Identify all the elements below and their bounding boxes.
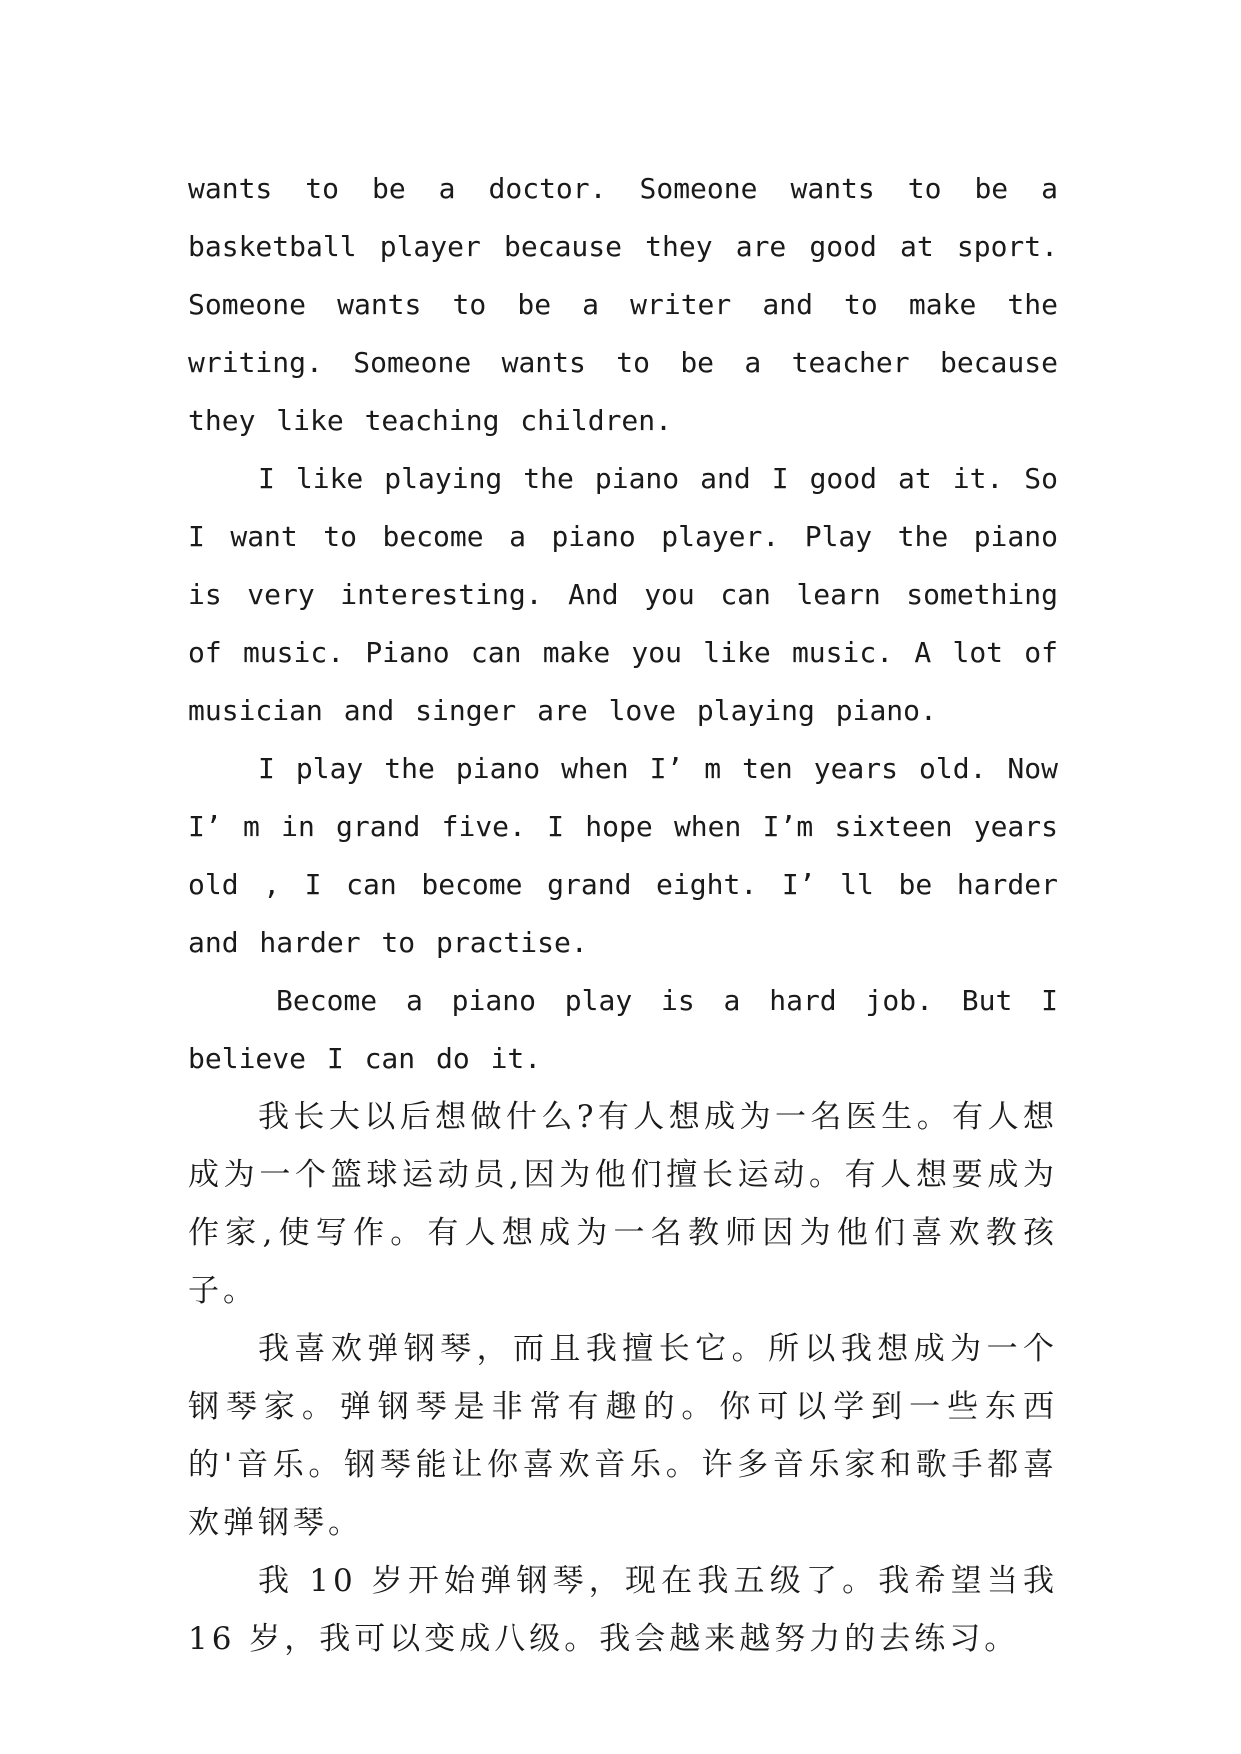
paragraph-career-wishes-zh: 我长大以后想做什么?有人想成为一名医生。有人想成为一个篮球运动员,因为他们擅长运动。有人想要成为作家,使写作。有人想成为一名教师因为他们喜欢教孩子。 <box>188 1099 1058 1309</box>
document-body <box>188 160 1058 1668</box>
paragraph-piano-history-zh: 我 10 岁开始弹钢琴，现在我五级了。我希望当我 16 岁，我可以变成八级。我会越来越努力的去练习。 <box>188 1563 1058 1657</box>
paragraph-piano-interest-zh: 我喜欢弹钢琴，而且我擅长它。所以我想成为一个钢琴家。弹钢琴是非常有趣的。你可以学到一些东西的'音乐。钢琴能让你喜欢音乐。许多音乐家和歌手都喜欢弹钢琴。 <box>188 1331 1058 1541</box>
paragraph-piano-interest-en: I like playing the piano and I good at it. So I want to become a piano player. Play the piano is very interesting. And you can learn something of music. Piano can make you like music. A lot of musician and singer are love playing piano. <box>188 462 1058 727</box>
paragraph-conclusion-en: Become a piano play is a hard job. But I believe I can do it. <box>188 984 1058 1075</box>
paragraph-career-wishes-en: wants to be a doctor. Someone wants to be a basketball player because they are good at sport. Someone wants to be a writer and to make the writing. Someone wants to be a teacher because they like teaching children. <box>188 172 1058 437</box>
paragraph-piano-history-en: I play the piano when I’ m ten years old. Now I’ m in grand five. I hope when I’m sixteen years old , I can become grand eight. I’ ll be harder and harder to practise. <box>188 752 1058 959</box>
